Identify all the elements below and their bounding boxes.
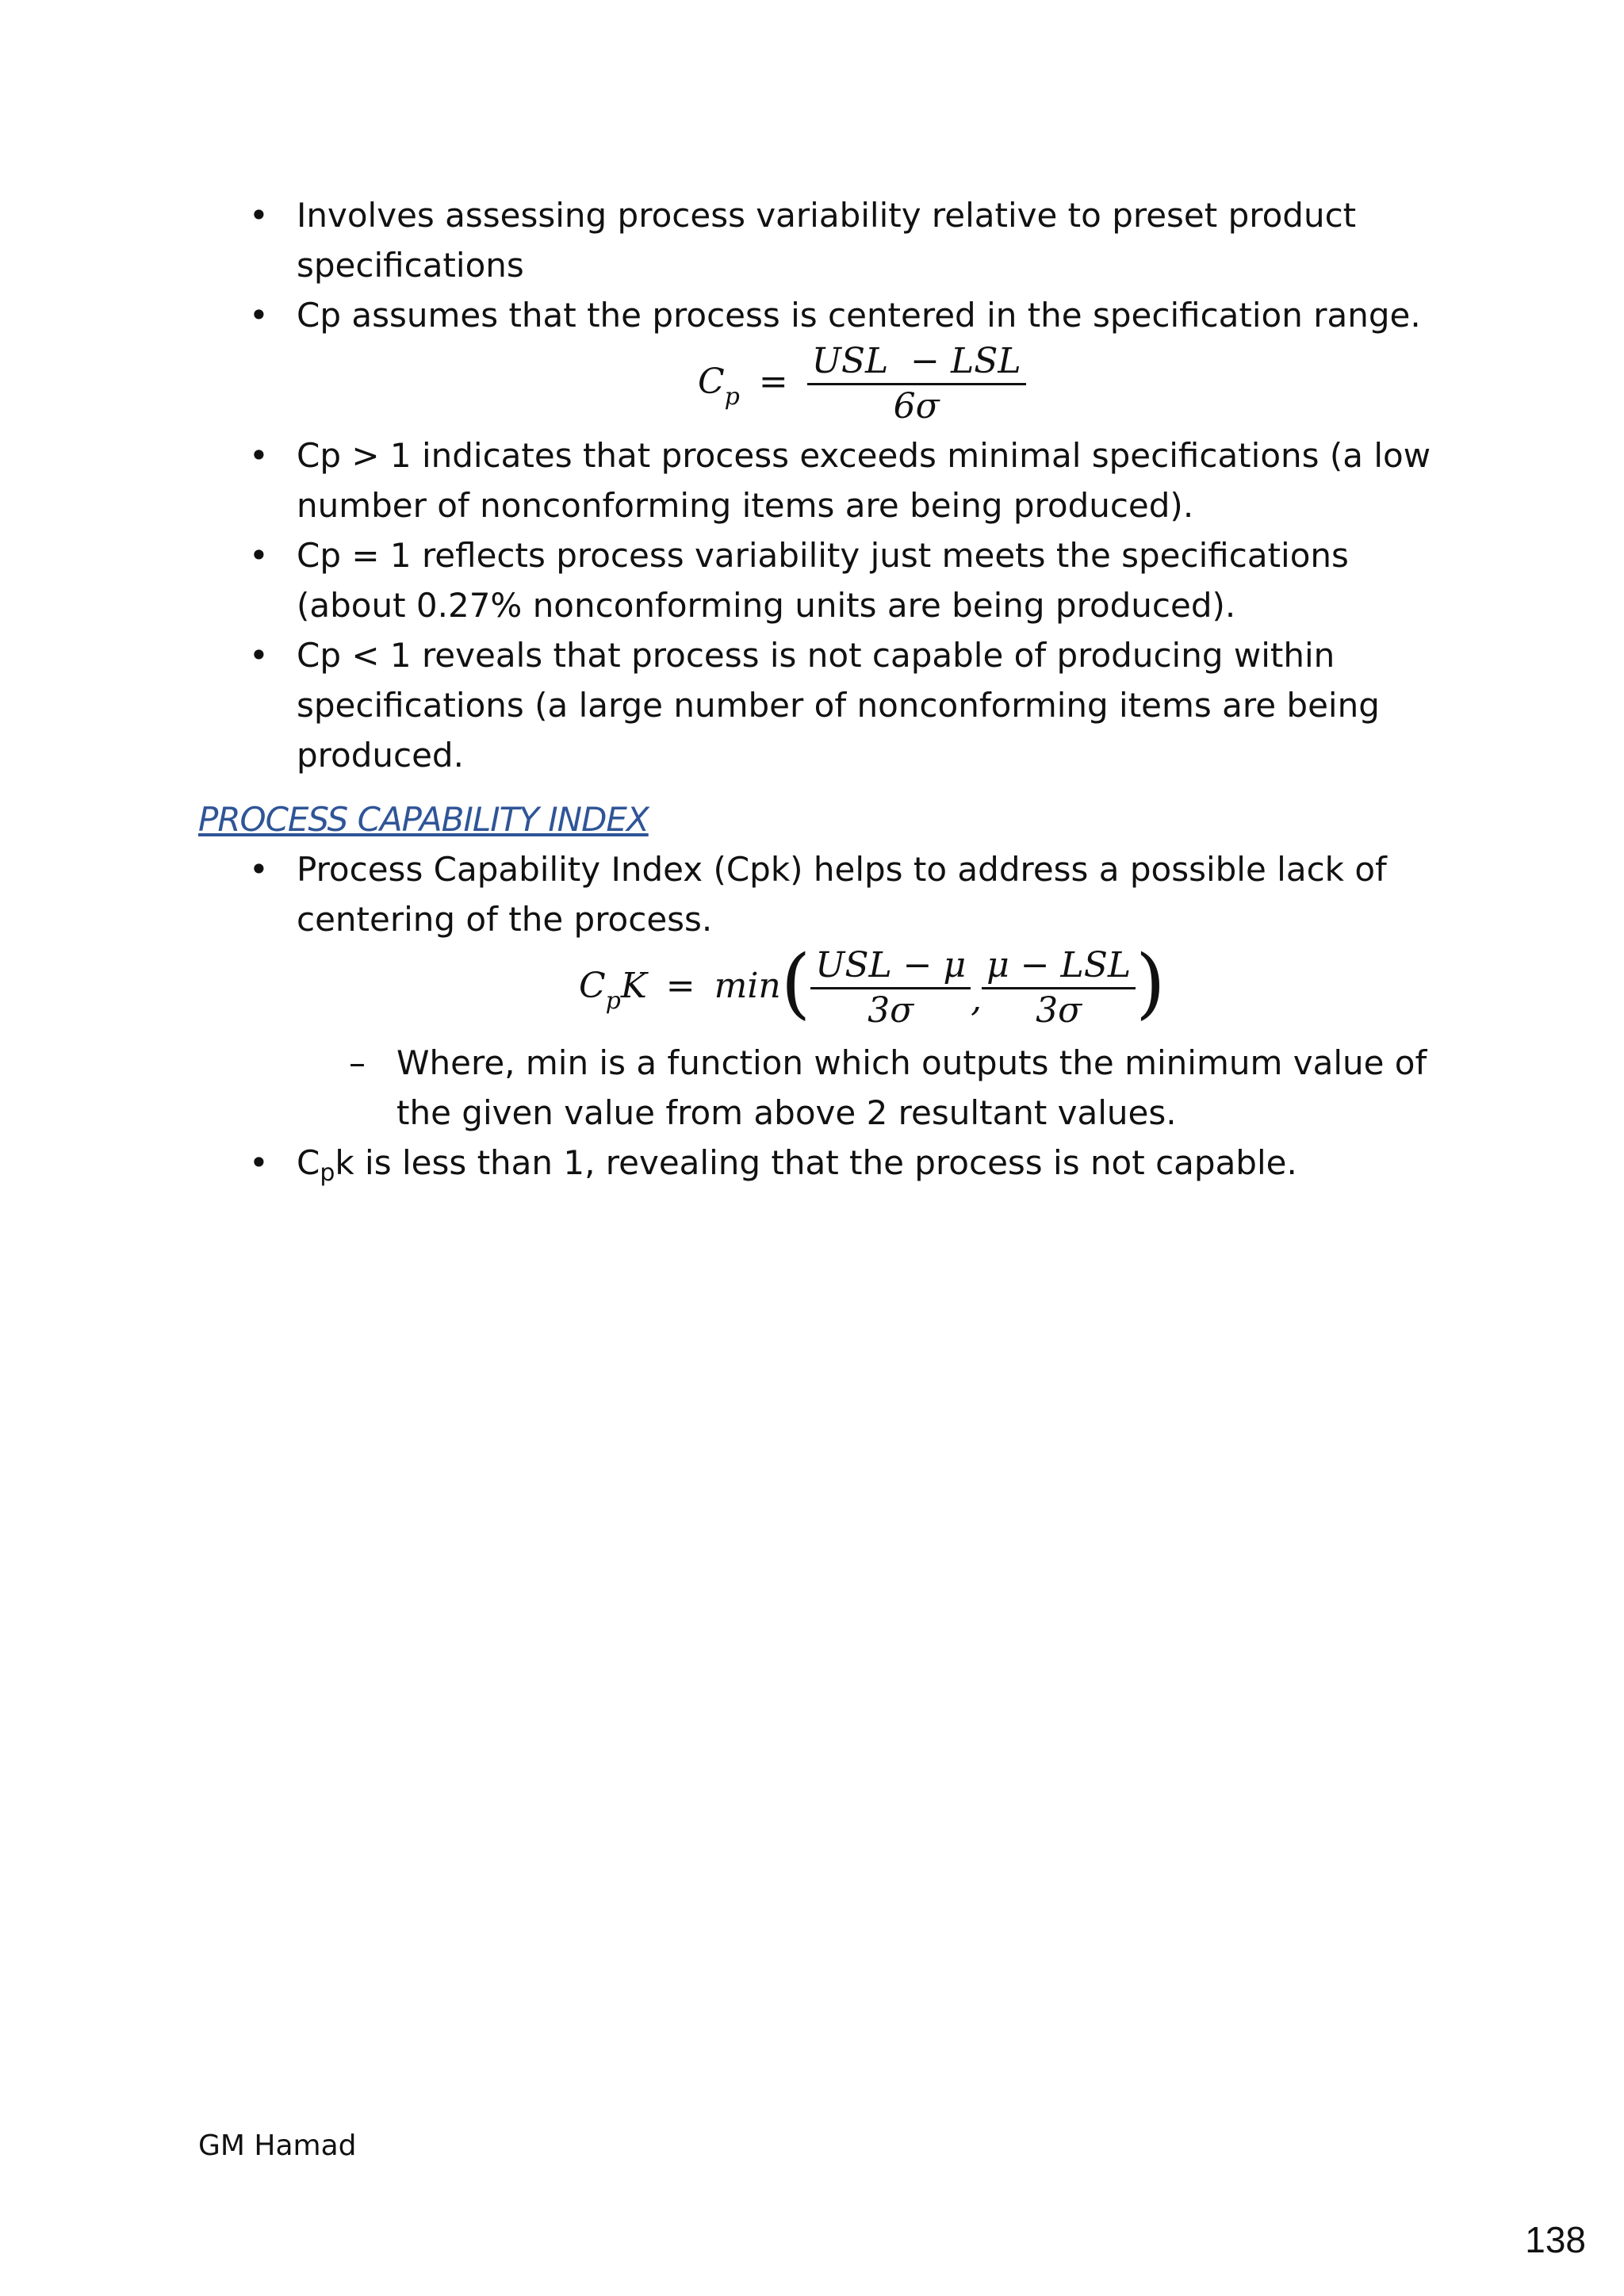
bullet-item: • Cp < 1 reveals that process is not capable of producing within specifications (a large number of nonconforming items are being produced. (198, 630, 1435, 780)
cp-lhs: $C_p$ (698, 362, 740, 411)
cpk-lhs: $C_pK$ (579, 966, 647, 1015)
cp-formula (198, 340, 1435, 430)
bullet-item: • Cp assumes that the process is centered in the specification range. (198, 290, 1435, 340)
bullet-list-last (198, 1138, 1435, 1192)
bullet-list-cpk (198, 844, 1435, 944)
frac1-numerator: USL − μ (810, 944, 971, 989)
page-number: 138 (1525, 2219, 1586, 2260)
bullet-item: • Cp = 1 reflects process variability just meets the specifications (about 0.27% nonconforming units are being produced). (198, 530, 1435, 630)
bullet-item: • Cpk is less than 1, revealing that the process is not capable. (198, 1138, 1435, 1192)
dash-list (198, 1038, 1435, 1138)
frac2-denominator: 3σ (1036, 990, 1082, 1031)
cp-numerator: USL − LSL (807, 340, 1026, 385)
bullet-item: • Involves assessing process variability relative to preset product specifications (198, 190, 1435, 290)
frac2-numerator: μ − LSL (982, 944, 1136, 989)
min-function: min (714, 966, 781, 1006)
cp-denominator: 6σ (893, 386, 940, 427)
cp-fraction (807, 340, 1026, 428)
bullet-list-mid (198, 430, 1435, 780)
bullet-item: • Cp > 1 indicates that process exceeds minimal specifications (a low number of nonconforming items are being produced). (198, 430, 1435, 530)
right-paren-icon: ) (1136, 939, 1166, 1027)
left-paren-icon: ( (780, 939, 811, 1027)
cpk-fraction-2 (982, 944, 1136, 1032)
bullet-list-top (198, 190, 1435, 340)
equals-sign: = (758, 362, 788, 402)
comma-separator: , (971, 979, 982, 1020)
cpk-formula (198, 939, 1435, 1038)
page-content (198, 190, 1435, 1192)
section-heading: PROCESS CAPABILITY INDEX (198, 800, 649, 839)
equals-sign: = (665, 966, 695, 1006)
dash-item: – Where, min is a function which outputs the minimum value of the given value from above 2 resultant values. (198, 1038, 1435, 1138)
footer-author: GM Hamad (198, 2130, 357, 2162)
cpk-fraction-1 (810, 944, 971, 1032)
bullet-item: • Process Capability Index (Cpk) helps to address a possible lack of centering of the process. (198, 844, 1435, 944)
frac1-denominator: 3σ (868, 990, 914, 1031)
